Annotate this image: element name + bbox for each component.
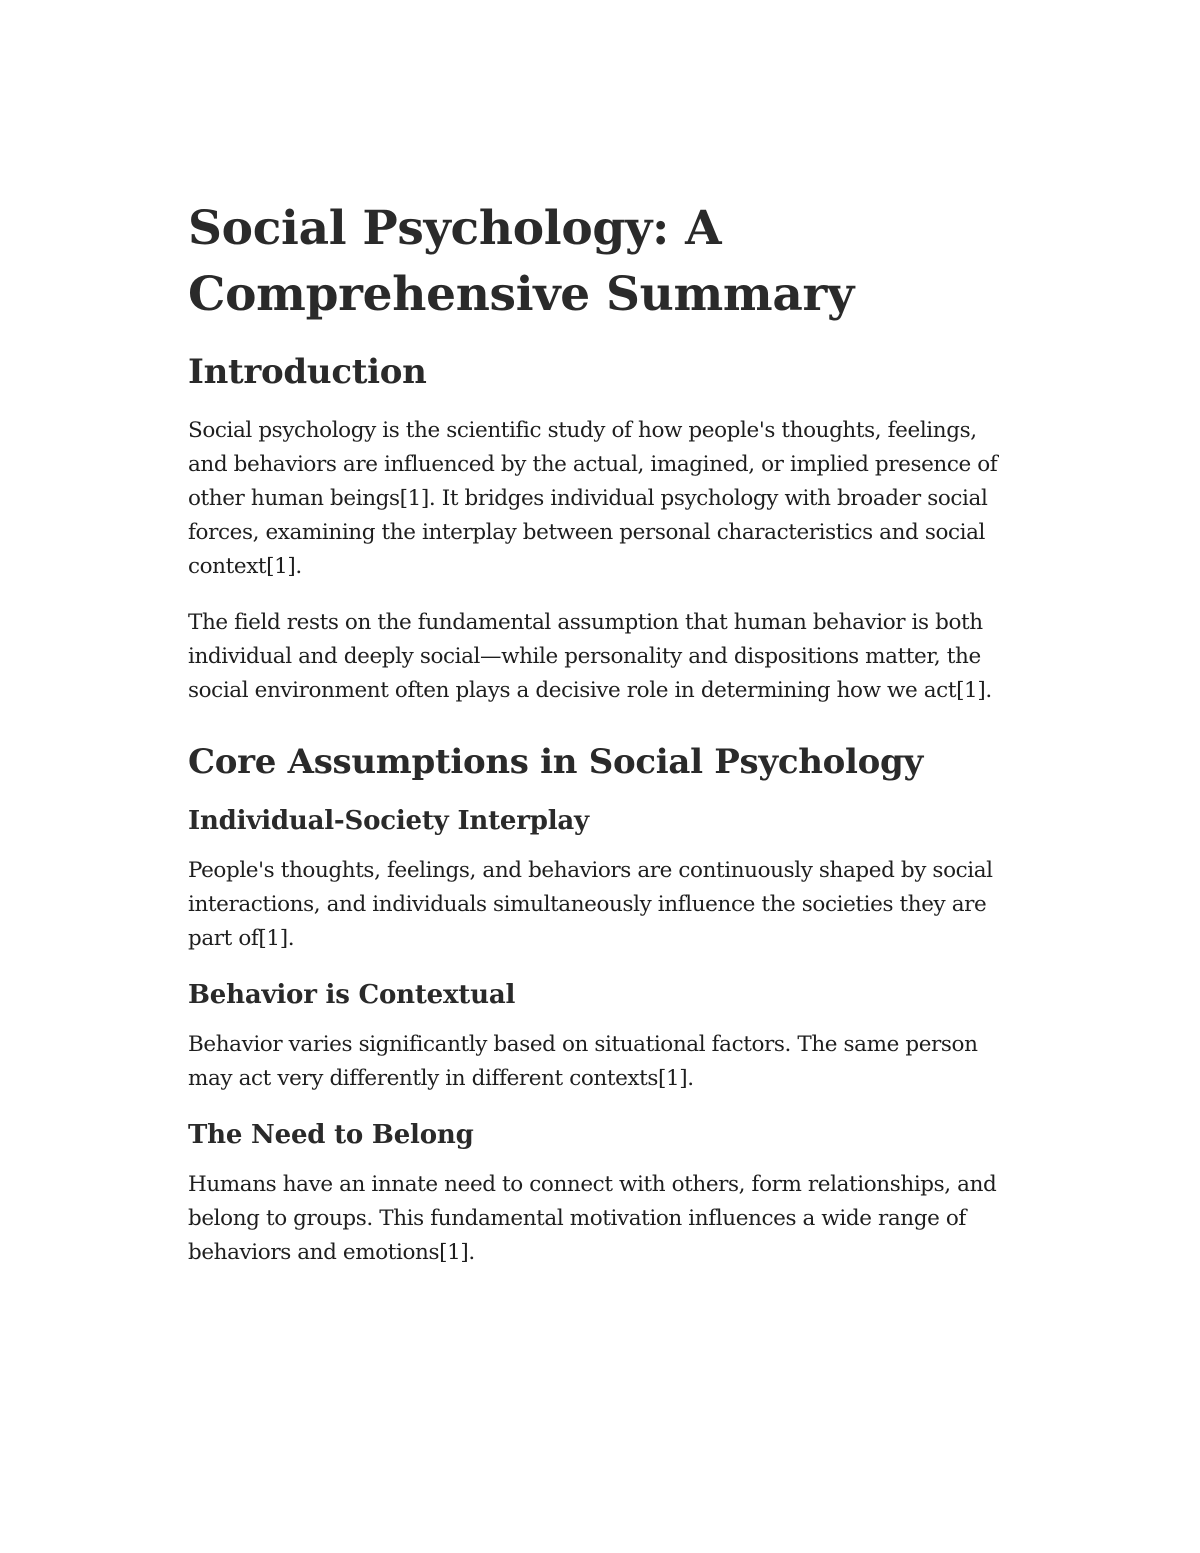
- subsection-individual-society: [188, 804, 1018, 956]
- document-title: Social Psychology: A Comprehensive Summary: [188, 201, 854, 322]
- intro-paragraph-2: The field rests on the fundamental assumption that human behavior is both individual and deeply social—while personality and dispositions matter, the social environment often plays a decisive role in determining how we act[1].: [188, 610, 992, 703]
- section-heading-introduction: Introduction: [188, 352, 427, 392]
- section-heading-core-assumptions: Core Assumptions in Social Psychology: [188, 742, 923, 782]
- section-introduction: [188, 350, 1018, 708]
- subsection-heading-need-to-belong: The Need to Belong: [188, 1120, 474, 1150]
- subsection-paragraph-behavior-contextual: Behavior varies significantly based on situational factors. The same person may act very differently in different contexts[1].: [188, 1032, 978, 1091]
- subsection-paragraph-need-to-belong: Humans have an innate need to connect with others, form relationships, and belong to groups. This fundamental motivation influences a wide range of behaviors and emotions[1].: [188, 1172, 997, 1265]
- subsection-paragraph-individual-society: People's thoughts, feelings, and behaviors are continuously shaped by social interactions, and individuals simultaneously influence the societies they are part of[1].: [188, 858, 993, 951]
- intro-paragraph-1: Social psychology is the scientific study of how people's thoughts, feelings, and behaviors are influenced by the actual, imagined, or implied presence of other human beings[1]. It bridges individual psychology with broader social forces, examining the interplay between personal characteristics and social context[1].: [188, 418, 998, 579]
- document-page: [188, 196, 1018, 1292]
- section-core-assumptions: [188, 740, 1018, 1270]
- subsection-need-to-belong: [188, 1118, 1018, 1270]
- subsection-heading-behavior-contextual: Behavior is Contextual: [188, 980, 516, 1010]
- subsection-behavior-contextual: [188, 978, 1018, 1096]
- subsection-heading-individual-society: Individual-Society Interplay: [188, 806, 589, 836]
